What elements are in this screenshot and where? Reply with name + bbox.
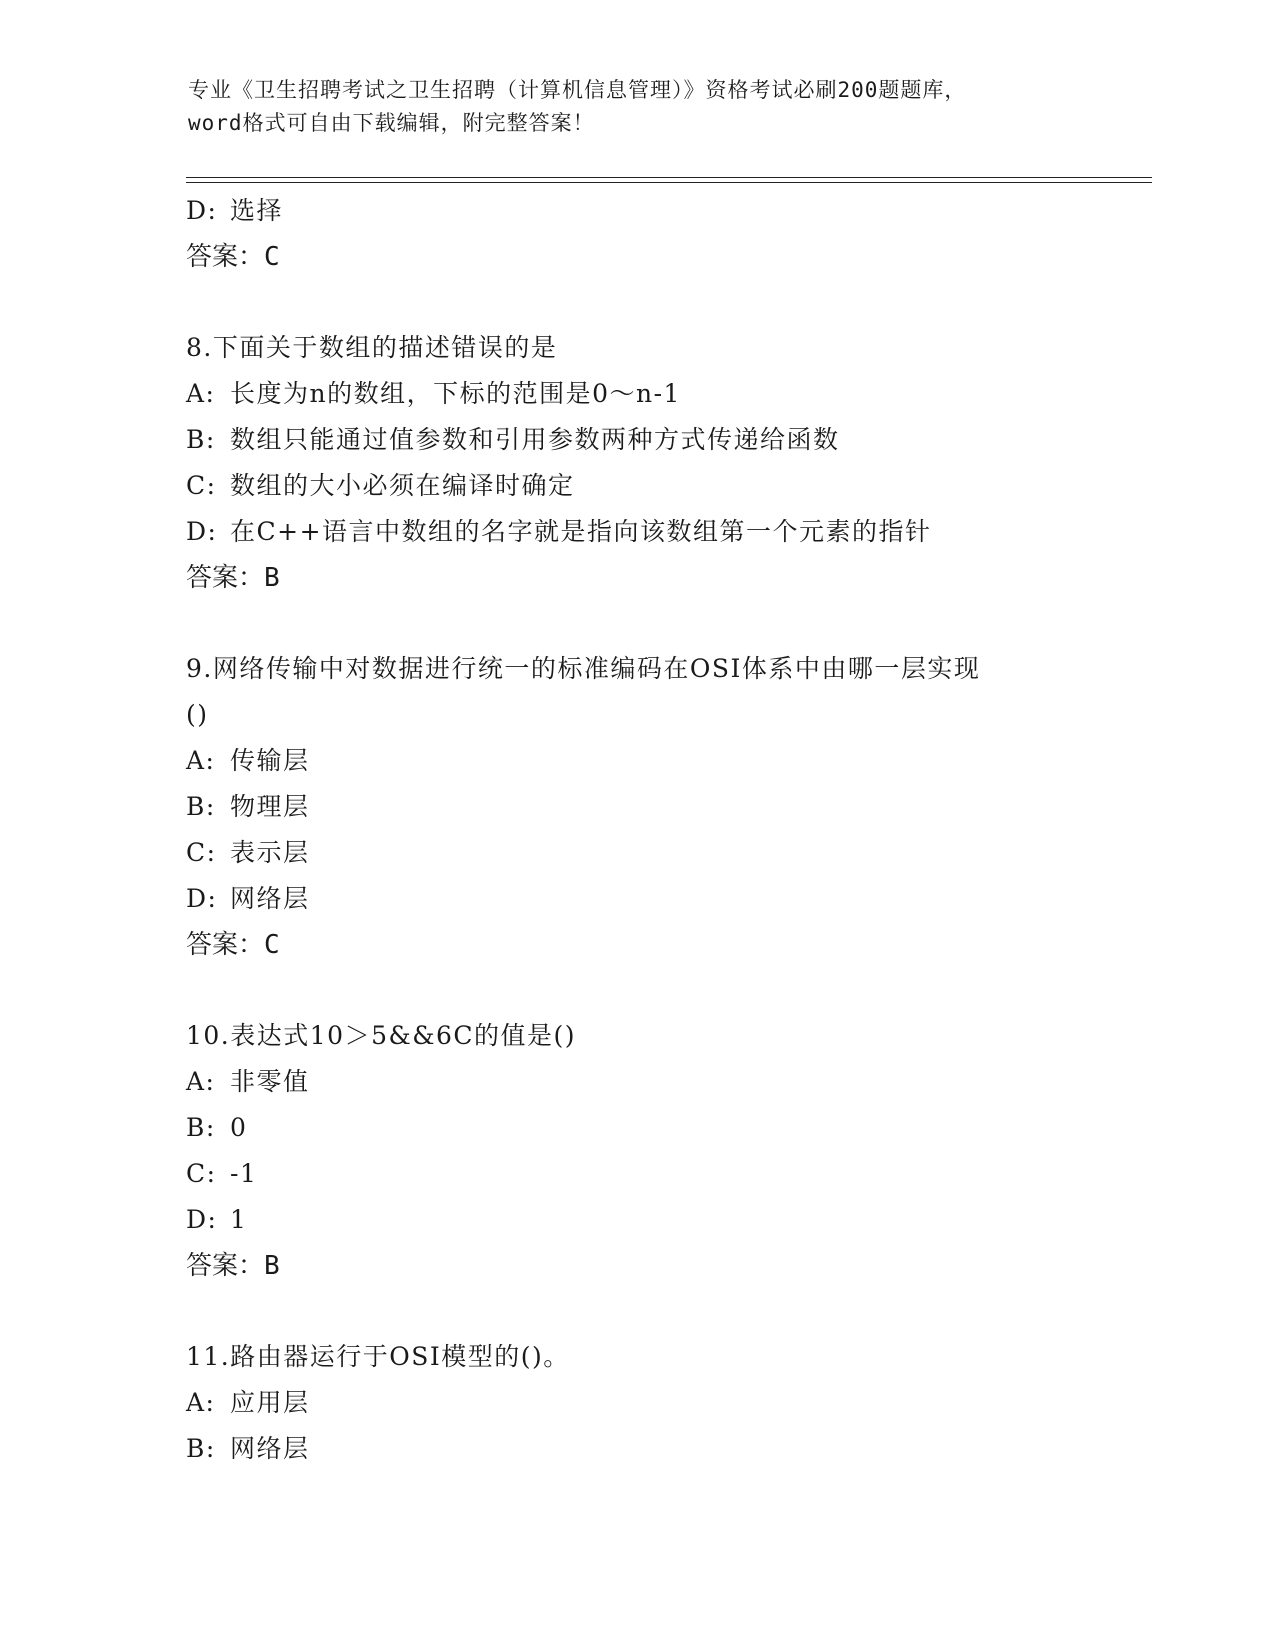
option-text: 数组的大小必须在编译时确定 [230,471,575,500]
option-row [186,738,1166,784]
option-letter: B: [186,425,216,454]
document-header [188,74,1148,140]
option-text: -1 [230,1159,258,1188]
option-letter: A: [186,1067,216,1096]
option-letter: A: [186,1388,216,1417]
spacer [186,601,1166,646]
option-letter: D: [186,196,218,225]
spacer [186,280,1166,325]
option-text: 传输层 [230,746,310,775]
option-text: 长度为n的数组，下标的范围是0～n-1 [230,379,681,408]
option-text: 数组只能通过值参数和引用参数两种方式传递给函数 [230,425,840,454]
option-letter: C: [186,471,217,500]
option-row [186,463,1166,509]
option-text: 非零值 [230,1067,310,1096]
option-text: 在C++语言中数组的名字就是指向该数组第一个元素的指针 [230,517,932,546]
question-stem: 9.网络传输中对数据进行统一的标准编码在OSI体系中由哪一层实现 [186,654,981,683]
question-stem-continuation: () [186,700,209,729]
option-text: 网络层 [230,884,310,913]
answer-line: 答案：C [186,930,280,960]
answer-line: 答案：B [186,1251,280,1281]
question-list [186,188,1166,1472]
option-row [186,1105,1166,1151]
question-stem: 11.路由器运行于OSI模型的()。 [186,1342,570,1371]
option-letter: D: [186,517,218,546]
header-divider-bottom [186,182,1152,183]
option-letter: A: [186,746,216,775]
option-text: 物理层 [230,792,310,821]
option-letter: B: [186,792,216,821]
option-text: 0 [230,1113,248,1142]
question-stem: 8.下面关于数组的描述错误的是 [186,333,558,362]
option-row [186,784,1166,830]
option-row [186,417,1166,463]
option-text: 1 [230,1205,248,1234]
question-stem: 10.表达式10＞5&&6C的值是() [186,1021,577,1050]
option-letter: C: [186,838,217,867]
option-row [186,1426,1166,1472]
option-row [186,1380,1166,1426]
option-letter: C: [186,1159,217,1188]
option-row [186,509,1166,555]
option-row [186,830,1166,876]
option-row [186,1151,1166,1197]
option-letter: D: [186,1205,218,1234]
option-row [186,188,1166,234]
option-letter: B: [186,1113,216,1142]
option-text: 选择 [230,196,284,225]
header-line-2: word格式可自由下载编辑，附完整答案！ [188,111,595,135]
header-line-1: 专业《卫生招聘考试之卫生招聘（计算机信息管理）》资格考试必刷200题题库， [188,78,967,102]
option-row [186,1197,1166,1243]
header-divider-top [186,177,1152,178]
option-row [186,1059,1166,1105]
option-text: 表示层 [230,838,310,867]
spacer [186,968,1166,1013]
option-text: 应用层 [230,1388,310,1417]
spacer [186,1289,1166,1334]
option-letter: B: [186,1434,216,1463]
answer-line: 答案：C [186,242,280,272]
answer-line: 答案：B [186,563,280,593]
option-row [186,371,1166,417]
option-row [186,876,1166,922]
option-text: 网络层 [230,1434,310,1463]
option-letter: D: [186,884,218,913]
option-letter: A: [186,379,216,408]
